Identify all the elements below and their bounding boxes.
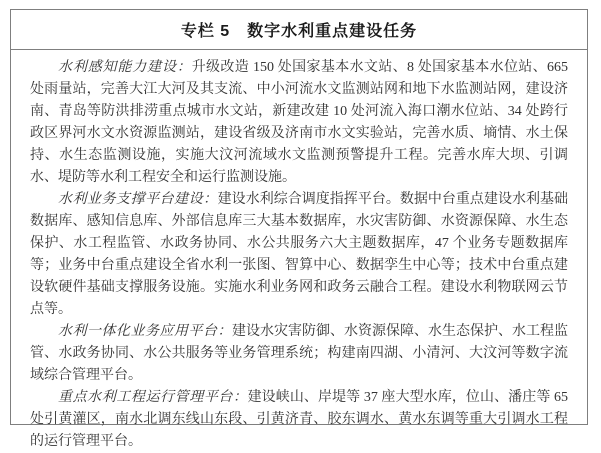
paragraph-text-integrated-application-platform: 建设水灾害防御、水资源保障、水生态保护、水工程监管、水政务协同、水公共服务等业务管理系统；构建南四湖、小清河、大汶河等数字流域综合管理平台。 <box>30 324 568 383</box>
paragraph-lead-sensing-capability: 水利感知能力建设： <box>58 60 192 75</box>
paragraph-lead-support-platform: 水利业务支撑平台建设： <box>58 192 218 207</box>
panel-body <box>11 50 587 453</box>
panel-title: 专栏 5 数字水利重点建设任务 <box>180 23 418 40</box>
paragraph-sensing-capability <box>30 57 568 189</box>
paragraph-support-platform <box>30 189 568 321</box>
paragraph-text-project-operation-platform: 建设峡山、岸堤等 37 座大型水库，位山、潘庄等 65 处引黄灌区，南水北调东线山东段、引黄济青、胶东调水、黄水东调等重大引调水工程的运行管理平台。 <box>30 390 569 449</box>
panel-header <box>11 10 587 50</box>
paragraph-text-sensing-capability: 升级改造 150 处国家基本水文站、8 处国家基本水位站、665 处雨量站，完善大江大河及其支流、中小河流水文监测站网和地下水监测站网，建设济南、青岛等防洪排涝重点城市水文站，新建改建 10 处河流入海口潮水位站、34 处跨行政区界河水文水资源监测站，建设省级及济南市水文实验站，完善水质、墒情、水土保持、水生态监测设施，实施大汶河流域水文监测预警提升工程。完善水库大坝、引调水、堤防等水利工程安全和运行监测设施。 <box>30 60 569 185</box>
paragraph-text-support-platform: 建设水利综合调度指挥平台。数据中台重点建设水利基础数据库、感知信息库、外部信息库三大基本数据库，水灾害防御、水资源保障、水生态保护、水工程监管、水政务协同、水公共服务六大主题数据库，47 个业务专题数据库等；业务中台重点建设全省水利一张图、智算中心、数据孪生中心等；技术中台重点建设软硬件基础支撑服务设施。实施水利业务网和政务云融合工程。建设水利物联网云节点等。 <box>30 192 569 317</box>
special-column-panel <box>10 9 588 449</box>
paragraph-integrated-application-platform <box>30 321 568 387</box>
paragraph-project-operation-platform <box>30 387 568 453</box>
paragraph-lead-project-operation-platform: 重点水利工程运行管理平台： <box>58 390 248 405</box>
paragraph-lead-integrated-application-platform: 水利一体化业务应用平台： <box>58 324 232 339</box>
